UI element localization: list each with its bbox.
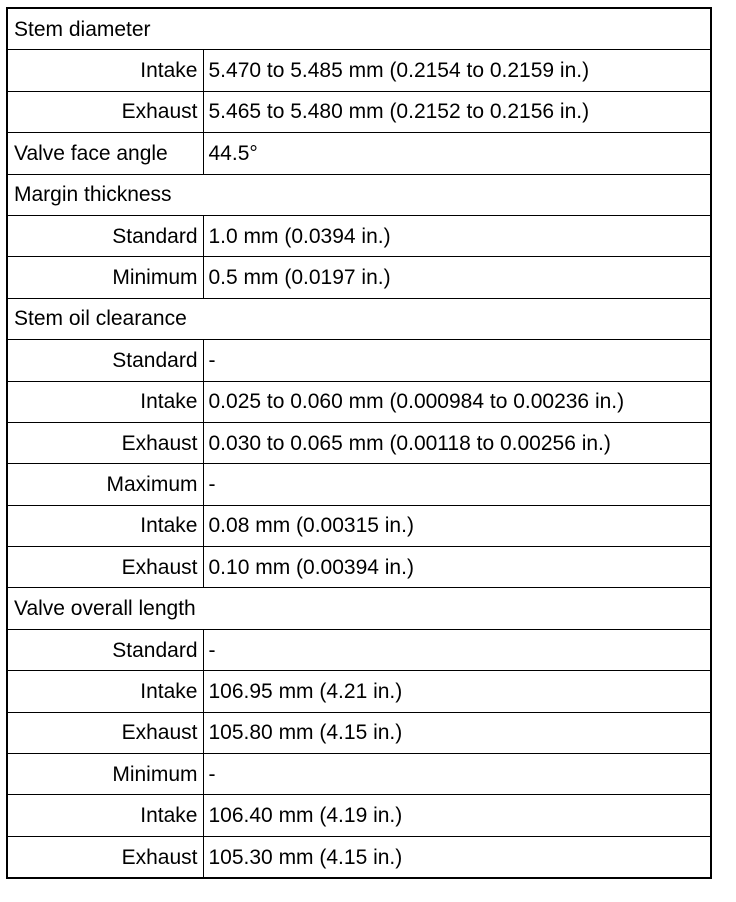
- row-label: Intake: [7, 381, 203, 422]
- section-header: Valve overall length: [7, 588, 711, 629]
- row-label: Intake: [7, 505, 203, 546]
- row-label: Exhaust: [7, 712, 203, 753]
- table-row: [7, 505, 711, 546]
- row-value: 1.0 mm (0.0394 in.): [203, 215, 711, 256]
- table-row: [7, 8, 711, 50]
- table-row: [7, 381, 711, 422]
- row-value: 0.5 mm (0.0197 in.): [203, 257, 711, 298]
- table-row: [7, 340, 711, 381]
- row-label: Standard: [7, 629, 203, 670]
- row-value: -: [203, 629, 711, 670]
- valve-spec-table: [6, 7, 712, 879]
- row-label: Intake: [7, 50, 203, 91]
- row-label: Exhaust: [7, 547, 203, 588]
- row-value: 0.025 to 0.060 mm (0.000984 to 0.00236 in.): [203, 381, 711, 422]
- row-label: Standard: [7, 215, 203, 256]
- row-label: Minimum: [7, 754, 203, 795]
- row-label: Intake: [7, 671, 203, 712]
- section-header: Stem diameter: [7, 8, 711, 50]
- table-row: [7, 91, 711, 132]
- table-row: [7, 257, 711, 298]
- section-header: Stem oil clearance: [7, 298, 711, 339]
- row-value: -: [203, 464, 711, 505]
- table-row: [7, 174, 711, 215]
- table-row: [7, 629, 711, 670]
- row-value: 106.40 mm (4.19 in.): [203, 795, 711, 836]
- table-row: [7, 712, 711, 753]
- row-value: 5.465 to 5.480 mm (0.2152 to 0.2156 in.): [203, 91, 711, 132]
- row-label: Valve face angle: [7, 133, 203, 174]
- row-value: -: [203, 754, 711, 795]
- row-label: Intake: [7, 795, 203, 836]
- row-value: 0.10 mm (0.00394 in.): [203, 547, 711, 588]
- row-label: Exhaust: [7, 422, 203, 463]
- row-label: Standard: [7, 340, 203, 381]
- section-header: Margin thickness: [7, 174, 711, 215]
- table-row: [7, 547, 711, 588]
- row-value: -: [203, 340, 711, 381]
- row-label: Exhaust: [7, 836, 203, 878]
- table-row: [7, 133, 711, 174]
- row-value: 0.030 to 0.065 mm (0.00118 to 0.00256 in.): [203, 422, 711, 463]
- table-row: [7, 422, 711, 463]
- row-value: 105.30 mm (4.15 in.): [203, 836, 711, 878]
- table-row: [7, 464, 711, 505]
- row-value: 44.5°: [203, 133, 711, 174]
- row-value: 106.95 mm (4.21 in.): [203, 671, 711, 712]
- table-row: [7, 215, 711, 256]
- row-value: 105.80 mm (4.15 in.): [203, 712, 711, 753]
- table-row: [7, 795, 711, 836]
- table-row: [7, 50, 711, 91]
- row-value: 0.08 mm (0.00315 in.): [203, 505, 711, 546]
- row-label: Minimum: [7, 257, 203, 298]
- row-value: 5.470 to 5.485 mm (0.2154 to 0.2159 in.): [203, 50, 711, 91]
- table-row: [7, 671, 711, 712]
- row-label: Exhaust: [7, 91, 203, 132]
- table-row: [7, 754, 711, 795]
- table-row: [7, 588, 711, 629]
- row-label: Maximum: [7, 464, 203, 505]
- table-row: [7, 298, 711, 339]
- table-row: [7, 836, 711, 878]
